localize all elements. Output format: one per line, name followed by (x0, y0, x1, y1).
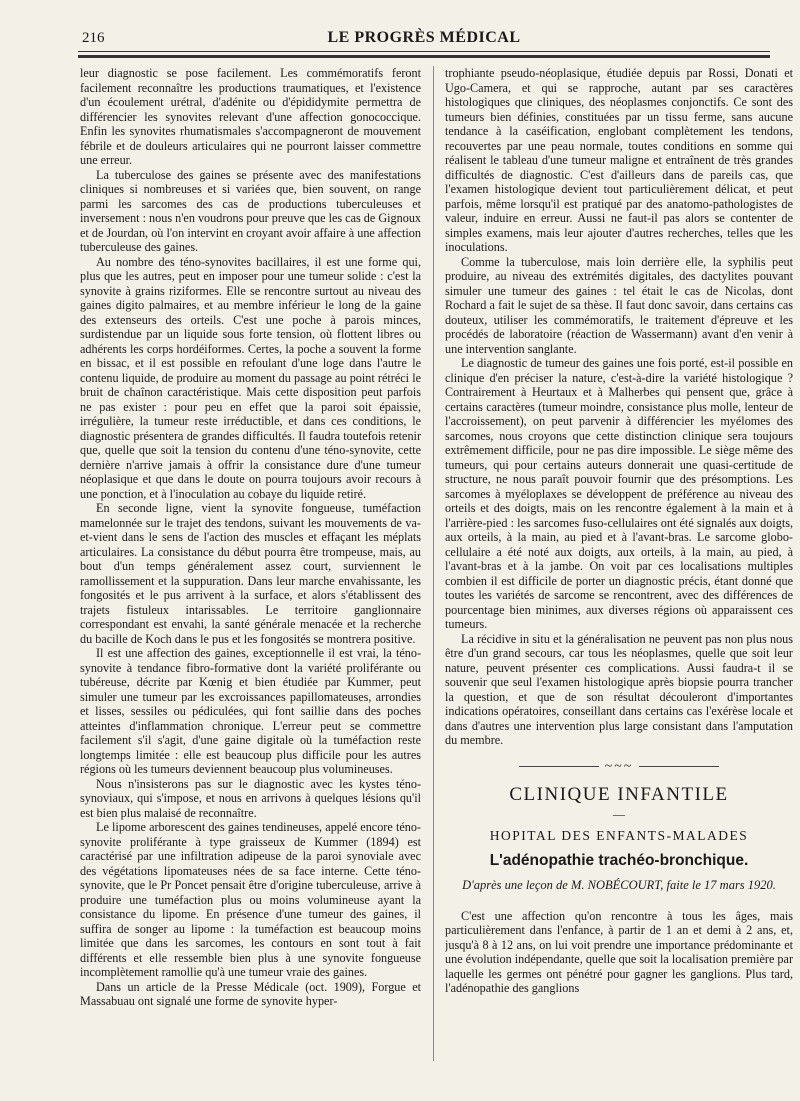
section-dash: — (613, 806, 625, 821)
hospital-name: HOPITAL DES ENFANTS-MALADES (489, 828, 749, 843)
ornament-glyph: ~~~ (604, 758, 634, 774)
section-ornament (445, 760, 793, 775)
article-byline: D'après une leçon de M. NOBÉCOURT, faite le 17 mars 1920. (462, 878, 776, 892)
journal-title: LE PROGRÈS MÉDICAL (327, 29, 521, 46)
paragraph: Dans un article de la Presse Médicale (oct. 1909), Forgue et Massabuau ont signalé une forme de synovite hyper- (80, 979, 421, 1008)
paragraph: Il est une affection des gaines, exceptionnelle il est vrai, la téno-synovite à tendance fibro-formative dont la variété proliférante ou tubéreuse, décrite par Kœnig et bien étudiée par Kummer, peut simuler une tumeur par les excroissances papillomateuses, arrondies et lisses, sessiles ou pédiculées, qui font saillie dans des poches atteintes d'inflammation chronique. L'erreur peut se commettre facilement s'il s'agit, d'une gaine digitale où la tuméfaction reste longtemps limitée : elle est beaucoup plus difficile pour les autres régions où les tumeurs deviennent beaucoup plus volumineuses. (80, 646, 421, 776)
paragraph: Au nombre des téno-synovites bacillaires, il est une forme qui, plus que les autres, peut en imposer pour une tumeur solide : c'est la synovite à grains riziformes. Elle se rencontre surtout au niveau des gaines digito palmaires, et au membre inférieur le long de la gaine des extenseurs des orteils. C'est une poche à parois minces, surdistendue par un liquide sous forte tension, où flottent libres ou adhérents les corps hordéiformes. Certes, la poche a souvent la forme en bissac, et il est possible en refoulant d'une loge dans l'autre le contenu liquide, de produire au moment du passage au point rétréci le bruit de chaînon caractéristique. Mais cette disposition peut parfois ne pas exister : pour peu en effet que la paroi soit épaissie, irrégulière, la tumeur reste irréductible, et dans ces conditions, le diagnostic présentera de grandes difficultés. Il faudra toutefois retenir que, quelle que soit la tension du contenu d'une téno-synovite, cette dernière n'arrive jamais à offrir la consistance dure d'une tumeur néoplasique et que dans le doute on pourra toujours avoir recours à une ponction, et à l'inoculation au cobaye du liquide retiré. (80, 254, 421, 501)
header-rule-thick (78, 55, 770, 58)
paragraph: leur diagnostic se pose facilement. Les commémoratifs feront facilement reconnaître les productions traumatiques, et l'existence d'un écoulement urétral, d'adénite ou d'épididymite permettra de différencier les synovites relevant d'une affection gonococcique. Enfin les synovites rhumatismales s'accompagneront de mouvement fébrile et de douleurs articulaires qui ne pourront laisser commettre une erreur. (80, 66, 421, 167)
right-column (445, 66, 793, 1082)
ornament-line-right (639, 766, 719, 767)
paragraph: trophiante pseudo-néoplasique, étudiée depuis par Rossi, Donati et Ugo-Camera, et qui se rapproche, autant par ses caractères histologiques que cliniques, des néoplasmes conjonctifs. Ce sont des tumeurs bien définies, constituées par un tissu ferme, sans aucune tendance à la caséification, englobant complètement les tendons, recouvertes par une peau normale, toutes conditions en somme qui réalisent le tableau d'une tumeur maligne et entraînent de très grandes difficultés de diagnostic. C'est d'ailleurs dans de pareils cas, que l'examen histologique devient tout particulièrement délicat, et peut parfois, même lorsqu'il est pratiqué par des anatomo-pathologistes de valeur, induire en erreur. Aussi ne faut-il pas alors se contenter de simples examens, mais leur ajouter d'autres recherches, telles que les inoculations. (445, 66, 793, 254)
paragraph: Le lipome arborescent des gaines tendineuses, appelé encore téno-synovite proliférante à type graisseux de Kummer (1894) est caractérisé par une infiltration adipeuse de la paroi synoviale avec des végétations lipomateuses nées de sa face interne. Cette téno-synovite, que le Pr Poncet pensait être d'origine tuberculeuse, arrive à produire une tuméfaction plus ou moins volumineuse ayant la consistance du lipome. En présence d'une tumeur des gaines, il suffira de songer au lipome : la tuméfaction est beaucoup moins limitée que dans les sarcomes, les contours en sont tout à fait différents et elle ressemble bien plus à une synovite fongueuse incomplètement ramollie qu'à une tumeur vraie des gaines. (80, 820, 421, 979)
section-title: CLINIQUE INFANTILE (509, 784, 729, 805)
page-header (78, 28, 770, 48)
paragraph: La récidive in situ et la généralisation ne peuvent pas non plus nous être d'un grand secours, car tous les néoplasmes, quelle que soit leur nature, peuvent présenter ces complications. Aussi faudra-t il se souvenir que seul l'examen histologique après biopsie pourra trancher la question, et que de son résultat découleront d'importantes indications opératoires, conseillant dans certains cas l'exérèse locale et dans d'autres une intervention plus large consistant dans l'amputation du membre. (445, 631, 793, 747)
paragraph: Comme la tuberculose, mais loin derrière elle, la syphilis peut produire, au niveau des extrémités digitales, des dactylites pouvant simuler une tumeur des gaines : tel était le cas de Nicolas, dont Rochard a fait le sujet de sa thèse. Il faut donc savoir, dans certains cas douteux, utiliser les commémoratifs, le traitement d'épreuve et les procédés de laboratoire (réaction de Wassermann) avant d'en venir à une intervention sanglante. (445, 254, 793, 356)
left-column (80, 66, 421, 1082)
paragraph: Le diagnostic de tumeur des gaines une fois porté, est-il possible en clinique d'en préciser la nature, c'est-à-dire la variété histologique ? Contrairement à Heurtaux et à Malherbes qui pensent que, grâce à certains caractères (tumeur moindre, consistance plus molle, lenteur de l'accroissement), on peut parvenir à différencier les myélomes des sarcomes, nous croyons que cette distinction clinique sera toujours extrêmement difficile, pour ne pas dire impossible. Le siège même des tumeurs, qui pour certains auteurs donnerait une quasi-certitude de structure, ne nous paraît pouvoir fournir que des présomptions. Les sarcomes à myéloplaxes se développent de préférence au niveau des orteils et des doigts, mais on les rencontre également à la main et à l'arrière-pied : les sarcomes fuso-cellulaires ont été signalés aux doigts, aux orteils, à la main, au pied et à l'avant-bras. Le sarcome globo-cellulaire a été noté aux doigts, aux orteils, à la main, au pied, à l'avant-bras et à la jambe. On voit par ces localisations multiples combien il est difficile de porter un diagnostic précis, étant donné que toutes les variétés de sarcome se rencontrent, avec des différences de pourcentage bien minimes, aux diverses régions où apparaissent ces tumeurs. (445, 356, 793, 631)
article-title: L'adénopathie trachéo-bronchique. (489, 851, 749, 869)
paragraph: C'est une affection qu'on rencontre à tous les âges, mais particulièrement dans l'enfance, à partir de 1 an et demi à 2 ans, et, jusqu'à 8 à 12 ans, on lui voit prendre une importance prédominante et une évolution indépendante, quelle que soit la localisation première par laquelle les germes ont pénétré pour gagner les ganglions. Plus tard, l'adénopathie des ganglions (445, 908, 793, 995)
ornament-line-left (519, 766, 599, 767)
header-rule-thin (78, 51, 770, 52)
paragraph: En seconde ligne, vient la synovite fongueuse, tuméfaction mamelonnée sur le trajet des tendons, suivant les mouvements de va-et-vient dans le sens de l'action des muscles et effaçant les méplats articulaires. La consistance du début pourra être trompeuse, mais, au bout d'un temps généralement assez court, surviennent le ramollissement et la suppuration. Dans leur marche envahissante, les fongosités et le pus arrivent à la surface, et alors s'établissent des trajets fistuleux intarissables. Le territoire ganglionnaire correspondant est envahi, la santé générale menacée et la recherche du bacille de Koch dans le pus et les fongosités se montrera positive. (80, 501, 421, 646)
paragraph: La tuberculose des gaines se présente avec des manifestations cliniques si nombreuses et si variées que, bien souvent, on range parmi les sarcomes des cas de productions tuberculeuses et inversement : nous n'en voudrons pour preuve que les cas de Gignoux et de Jourdan, où l'on intervint en croyant avoir affaire à une affection tuberculeuse des gaines. (80, 167, 421, 254)
column-divider (433, 66, 434, 1061)
paragraph: Nous n'insisterons pas sur le diagnostic avec les kystes téno-synoviaux, qui s'impose, et nous en arrivons à quelques lésions qu'il est bien plus malaisé de reconnaître. (80, 776, 421, 820)
page-number: 216 (82, 30, 105, 46)
